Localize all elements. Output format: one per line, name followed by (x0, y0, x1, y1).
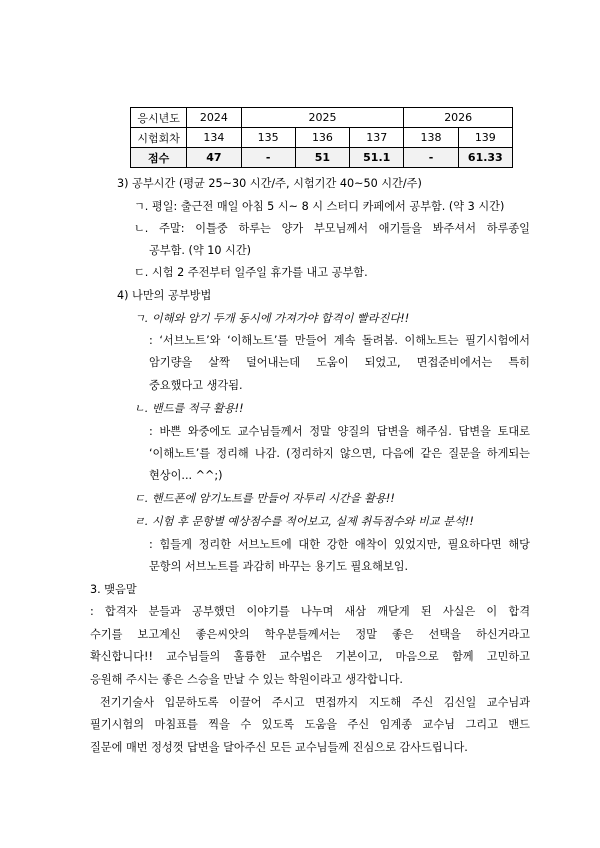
method-b-line3: 현상이... ^^;) (149, 469, 223, 482)
study-time-weekend-line2: 공부함. (약 10 시간) (149, 244, 252, 257)
table-cell-score: 61.33 (458, 148, 512, 168)
table-cell-round: 134 (187, 128, 241, 148)
method-c-title: ㄷ. 핸드폰에 암기노트를 만들어 자투리 시간을 활용!! (134, 492, 395, 505)
study-time-weekday: ㄱ. 평일: 출근전 매일 아침 5 시~ 8 시 스터디 카페에서 공부함. (약 3 시간) (134, 200, 505, 213)
table-cell-round: 137 (350, 128, 404, 148)
method-b-line2: ‘이해노트’를 정리해 나감. (정리하지 않으면, 다음에 같은 질문을 하게되는 (149, 447, 530, 460)
closing-p1-line: 수기를 보고계신 좋은씨앗의 학우분들께서는 정말 좋은 선택을 하신거라고 (90, 628, 530, 641)
study-time-vacation: ㄷ. 시험 2 주전부터 일주일 휴가를 내고 공부함. (134, 266, 368, 279)
method-a-line3: 중요했다고 생각됨. (149, 379, 243, 392)
closing-p1-line: 응원해 주시는 좋은 스승을 만날 수 있는 학원이라고 생각합니다. (90, 673, 403, 686)
closing-p2-line: 전기기술사 입문하도록 이끌어 주시고 면접까지 지도해 주신 김신일 교수님과 (100, 696, 530, 709)
table-cell-round: 135 (241, 128, 295, 148)
table-cell-round: 139 (458, 128, 512, 148)
method-b-line1: : 바쁜 와중에도 교수님들께서 정말 양질의 답변을 해주심. 답변을 토대로 (149, 425, 530, 438)
closing-p1-line: 확신합니다!! 교수님들의 훌륭한 교수법은 기본이고, 마음으로 함께 고민하고 (90, 650, 530, 663)
table-cell-score: 51.1 (350, 148, 404, 168)
closing-p2-line: 질문에 매번 정성껏 답변을 달아주신 모든 교수님들께 진심으로 감사드립니다. (90, 741, 468, 754)
table-cell-score: 51 (295, 148, 349, 168)
exam-score-table (130, 107, 513, 168)
method-d-line1: : 힘들게 정리한 서브노트에 대한 강한 애착이 있었지만, 필요하다면 해당 (149, 538, 530, 551)
study-time-weekend-line1: ㄴ. 주말: 이틀중 하루는 양가 부모님께서 애기들을 봐주셔서 하루종일 (134, 222, 530, 235)
closing-p1-line: : 합격자 분들과 공부했던 이야기를 나누며 새삼 깨닫게 된 사실은 이 합격 (90, 605, 530, 618)
method-a-line2: 암기량을 살짝 덜어내는데 도움이 되었고, 면접준비에서는 특히 (149, 356, 530, 369)
method-a-title: ㄱ. 이해와 암기 두개 동시에 가져가야 합격이 빨라진다!! (134, 312, 410, 325)
table-cell-year-2024: 2024 (187, 108, 241, 128)
closing-heading: 3. 맺음말 (90, 583, 137, 596)
closing-p2-line: 필기시험의 마침표를 찍을 수 있도록 도움을 주신 임계종 교수님 그리고 밴드 (90, 718, 530, 731)
method-d-title: ㄹ. 시험 후 문항별 예상점수를 적어보고, 실제 취득점수와 비교 분석!! (134, 515, 474, 528)
table-row-round (131, 128, 513, 148)
method-a-line1: : ‘서브노트’와 ‘이해노트’를 만들어 계속 돌려봄. 이해노트는 필기시험에서 (149, 334, 530, 347)
table-row-year (131, 108, 513, 128)
table-cell-year-2025: 2025 (241, 108, 404, 128)
study-time-heading: 3) 공부시간 (평균 25~30 시간/주, 시험기간 40~50 시간/주) (117, 177, 422, 190)
study-method-heading: 4) 나만의 공부방법 (117, 289, 212, 302)
table-cell-round-label: 시험회차 (131, 128, 187, 148)
table-cell-score: - (404, 148, 458, 168)
table-cell-score-label: 점수 (131, 148, 187, 168)
table-cell-round: 136 (295, 128, 349, 148)
table-row-score (131, 148, 513, 168)
method-d-line2: 문항의 서브노트를 과감히 바꾸는 용기도 필요해보임. (149, 560, 409, 573)
table-cell-score: - (241, 148, 295, 168)
table-cell-year-label: 응시년도 (131, 108, 187, 128)
table-cell-year-2026: 2026 (404, 108, 513, 128)
table-cell-score: 47 (187, 148, 241, 168)
table-cell-round: 138 (404, 128, 458, 148)
method-b-title: ㄴ. 밴드를 적극 활용!! (134, 402, 244, 415)
